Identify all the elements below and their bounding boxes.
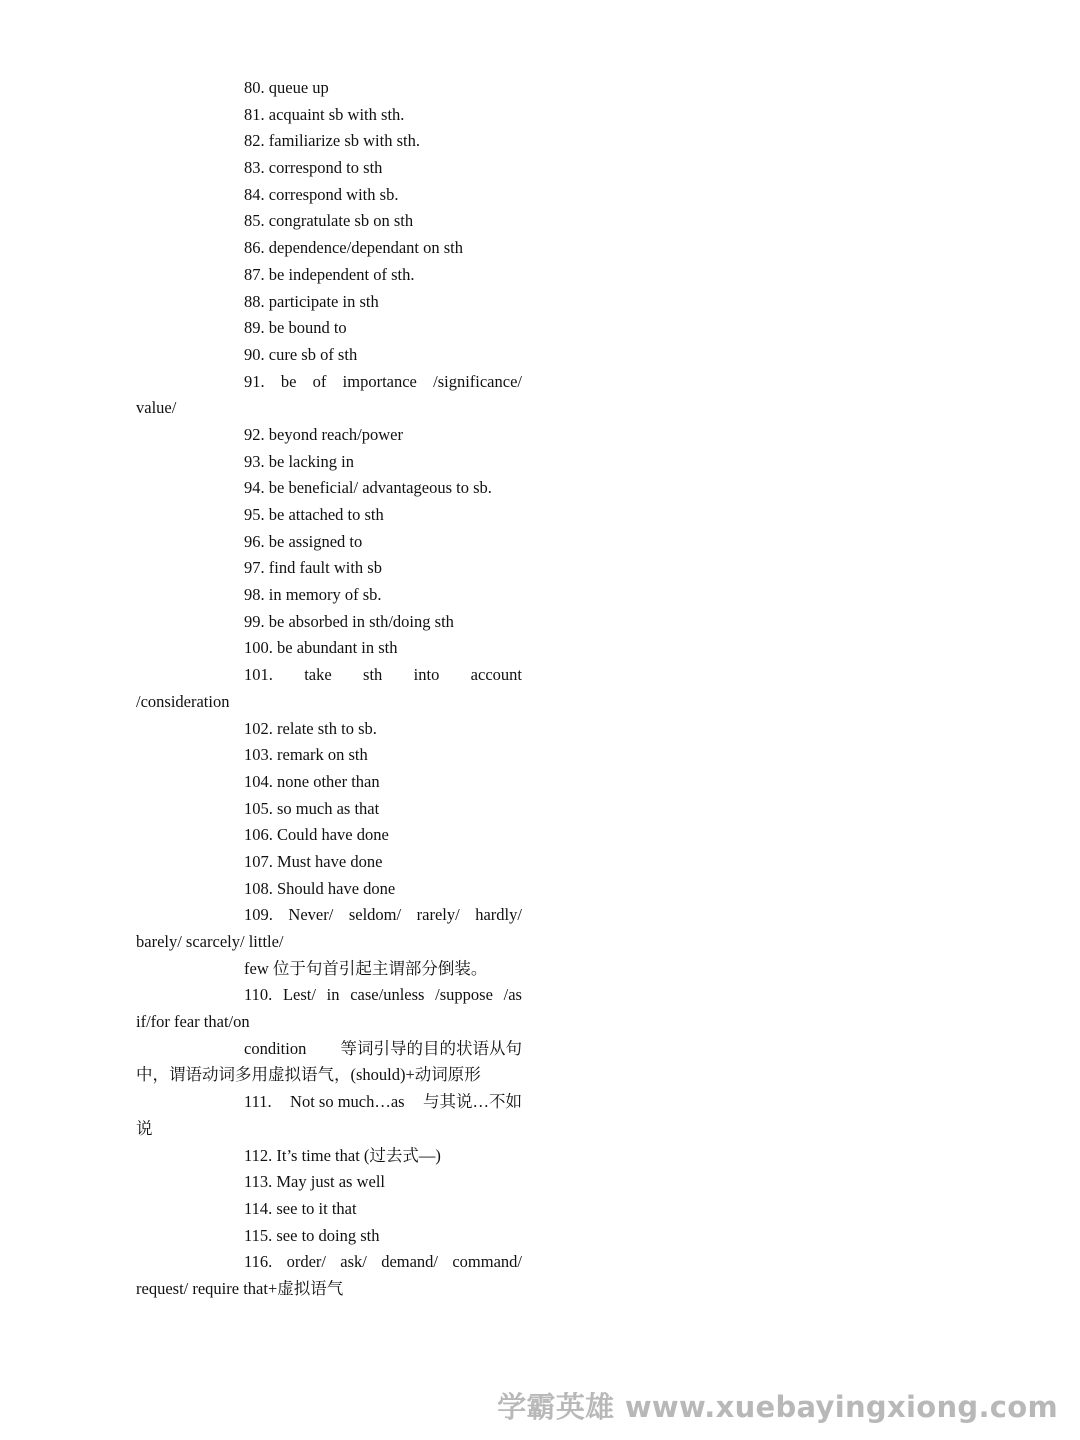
phrase-110-word: in — [326, 985, 340, 1005]
phrase-110-word: case/unless — [350, 985, 425, 1005]
phrase-105: 105. so much as that — [244, 798, 380, 818]
phrase-101-word: 101. — [244, 665, 273, 685]
phrase-80: 80. queue up — [244, 78, 329, 97]
phrase-109-word: 109. — [244, 905, 273, 925]
phrase-110-word: 110. — [244, 985, 273, 1005]
phrase-98: 98. in memory of sb. — [244, 585, 382, 605]
phrase-116 — [136, 1249, 522, 1276]
phrase-92: 92. beyond reach/power — [244, 424, 403, 444]
phrase-101 — [136, 662, 522, 689]
phrase-81: 81. acquaint sb with sth. — [244, 104, 405, 124]
phrase-83: 83. correspond to sth — [244, 158, 383, 178]
phrase-96: 96. be assigned to — [244, 531, 363, 551]
phrase-116-word: ask/ — [340, 1252, 367, 1272]
phrase-89: 89. be bound to — [244, 318, 347, 338]
phrase-101-word: sth — [363, 665, 383, 685]
phrase-109-word: rarely/ — [416, 905, 460, 925]
phrase-109-word: seldom/ — [348, 905, 402, 925]
phrase-102: 102. relate sth to sb. — [244, 718, 377, 738]
phrase-114: 114. see to it that — [244, 1198, 357, 1218]
phrase-116-continuation: request/ require that+虚拟语气 — [136, 1278, 344, 1298]
phrase-95: 95. be attached to sth — [244, 505, 384, 524]
phrase-90: 90. cure sb of sth — [244, 344, 358, 364]
phrase-116-word: command/ — [452, 1252, 522, 1272]
phrase-110-word: /as — [503, 985, 522, 1005]
phrase-110-note-part: 等词引导的目的状语从句 — [340, 1038, 522, 1058]
phrase-91 — [136, 369, 522, 396]
phrase-113: 113. May just as well — [244, 1172, 385, 1192]
phrase-110-continuation: if/for fear that/on — [136, 1012, 250, 1032]
phrase-91-word: be — [280, 371, 297, 391]
phrase-110-word: /suppose — [435, 985, 493, 1005]
phrase-91-word: /significance/ — [433, 371, 522, 391]
phrase-115: 115. see to doing sth — [244, 1225, 380, 1245]
phrase-116-word: order/ — [286, 1252, 326, 1272]
phrase-84: 84. correspond with sb. — [244, 184, 399, 204]
phrase-85: 85. congratulate sb on sth — [244, 211, 414, 231]
phrase-110-note — [136, 1036, 522, 1063]
phrase-111-continuation: 说 — [136, 1118, 153, 1138]
phrase-106: 106. Could have done — [244, 825, 389, 845]
phrase-101-continuation: /consideration — [136, 691, 230, 711]
phrase-91-continuation: value/ — [136, 398, 177, 418]
phrase-108: 108. Should have done — [244, 878, 396, 898]
phrase-94: 94. be beneficial/ advantageous to sb. — [244, 478, 492, 498]
phrase-100: 100. be abundant in sth — [244, 638, 398, 658]
phrase-103: 103. remark on sth — [244, 745, 368, 765]
phrase-109 — [136, 902, 522, 929]
phrase-111-part: Not so much…as — [290, 1092, 405, 1112]
phrase-101-word: into — [413, 665, 440, 685]
phrase-110-note-part: condition — [244, 1038, 307, 1058]
phrase-91-word: of — [312, 371, 327, 391]
site-watermark: 学霸英雄 www.xuebayingxiong.com — [497, 1390, 1058, 1424]
phrase-109-word: Never/ — [288, 905, 334, 925]
phrase-110-note-continuation: 中，谓语动词多用虚拟语气，(should)+动词原形 — [136, 1065, 481, 1085]
phrase-list — [136, 75, 522, 1303]
phrase-111-part: 与其说…不如 — [422, 1092, 522, 1112]
phrase-88: 88. participate in sth — [244, 291, 379, 311]
phrase-99: 99. be absorbed in sth/doing sth — [244, 611, 454, 631]
phrase-109-continuation: barely/ scarcely/ little/ — [136, 932, 284, 951]
phrase-111 — [136, 1089, 522, 1116]
phrase-110-word: Lest/ — [282, 985, 316, 1005]
phrase-101-word: take — [304, 665, 332, 685]
phrase-116-word: demand/ — [381, 1252, 439, 1272]
phrase-110 — [136, 982, 522, 1009]
phrase-91-word: importance — [342, 371, 417, 391]
phrase-82: 82. familiarize sb with sth. — [244, 131, 420, 151]
phrase-112: 112. It’s time that (过去式—) — [244, 1145, 441, 1165]
phrase-109-word: hardly/ — [475, 905, 522, 925]
phrase-93: 93. be lacking in — [244, 451, 354, 471]
phrase-111-part: 111. — [244, 1092, 272, 1112]
phrase-91-word: 91. — [244, 371, 265, 391]
phrase-87: 87. be independent of sth. — [244, 264, 415, 284]
phrase-107: 107. Must have done — [244, 851, 383, 871]
phrase-116-word: 116. — [244, 1252, 273, 1272]
phrase-101-word: account — [470, 665, 522, 685]
phrase-86: 86. dependence/dependant on sth — [244, 238, 464, 258]
phrase-97: 97. find fault with sb — [244, 558, 382, 578]
phrase-109-note: few 位于句首引起主谓部分倒装。 — [244, 958, 488, 978]
phrase-104: 104. none other than — [244, 771, 380, 791]
